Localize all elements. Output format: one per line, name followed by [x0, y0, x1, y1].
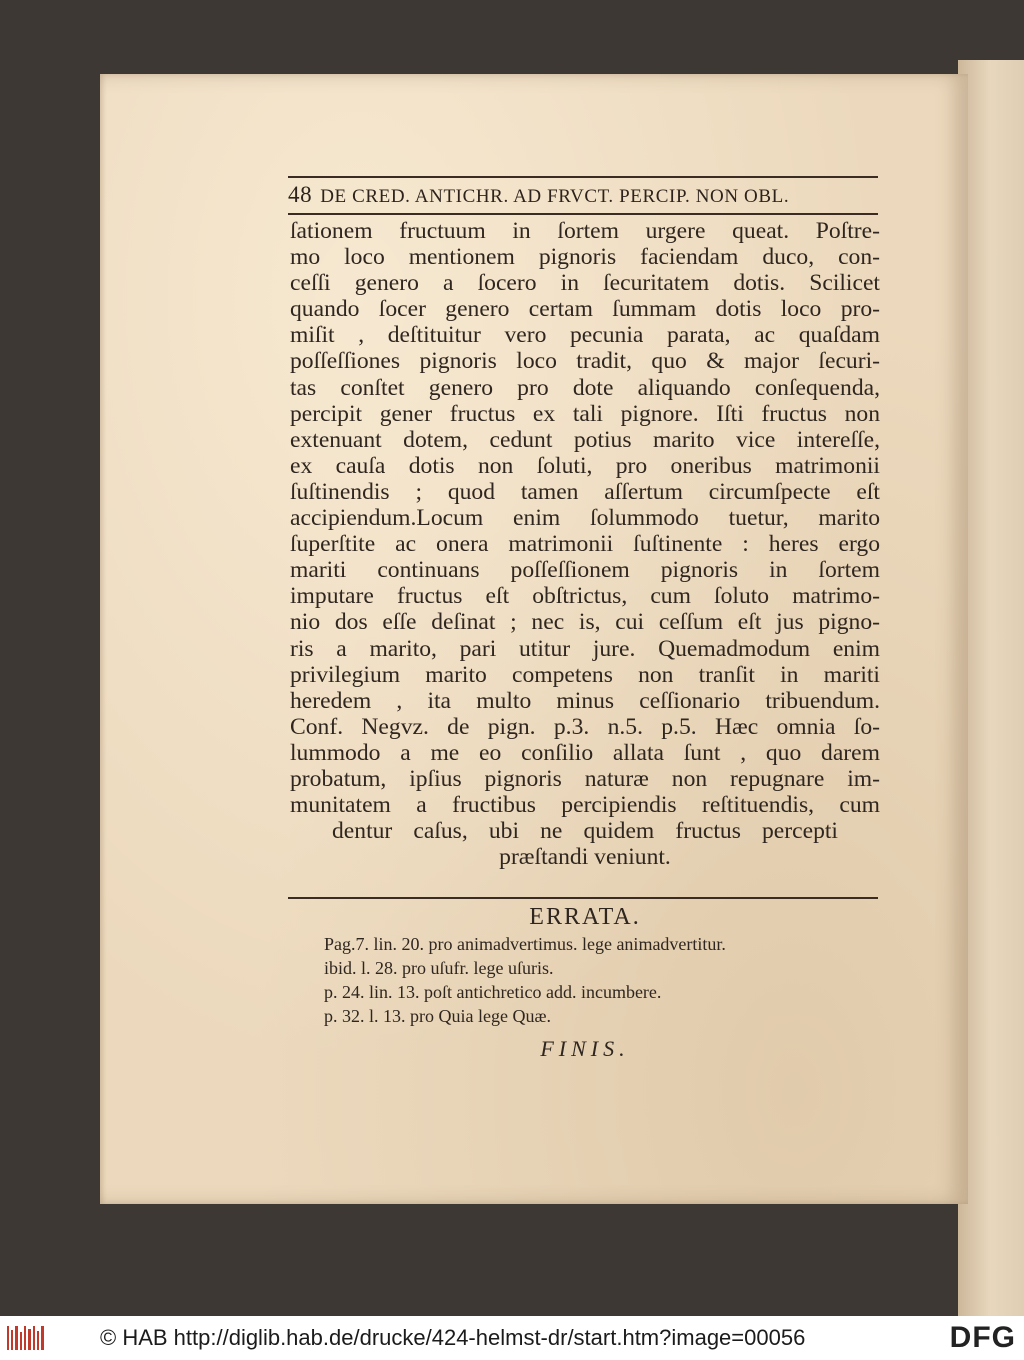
text-line: quando ſocer genero certam ſummam dotis loco pro- — [290, 296, 880, 323]
text-line: dentur caſus, ubi ne quidem fructus percepti — [332, 818, 838, 845]
text-line: mariti continuans poſſeſſionem pignoris in ſortem — [290, 557, 880, 584]
text-line: ſuperſtite ac onera matrimonii ſuſtinente : heres ergo — [290, 531, 880, 558]
text-line: poſſeſſiones pignoris loco tradit, quo & major ſecuri- — [290, 348, 880, 375]
text-line: nio dos eſſe deſinat ; nec is, cui ceſſum eſt jus pigno- — [290, 609, 880, 636]
errata-line: ibid. l. 28. pro uſufr. lege uſuris. — [324, 958, 554, 978]
errata-line: p. 24. lin. 13. poſt antichretico add. incumbere. — [324, 982, 662, 1002]
text-line: præſtandi veniunt. — [499, 844, 671, 871]
errata-rule — [288, 897, 878, 899]
finis: FINIS. — [540, 1036, 630, 1061]
errata-line: p. 32. l. 13. pro Quia lege Quæ. — [324, 1006, 551, 1026]
text-line: probatum, ipſius pignoris naturæ non repugnare im- — [290, 765, 880, 792]
text-line: munitatem a fructibus percipiendis reſtituendis, cum — [290, 792, 880, 819]
footer-bar — [0, 1316, 1024, 1360]
copyright-link[interactable]: © HAB http://diglib.hab.de/drucke/424-helmst-dr/start.htm?image=00056 — [100, 1325, 806, 1350]
errata-title: ERRATA. — [529, 904, 641, 930]
text-line: Conf. Negvz. de pign. p.3. n.5. p.5. Hæc omnia ſo- — [290, 713, 880, 740]
text-line: accipiendum.Locum enim ſolummodo tuetur, marito — [290, 505, 880, 532]
text-line: ſationem fructuum in ſortem urgere queat. Poſtre- — [290, 218, 880, 244]
text-line: imputare fructus eſt obſtrictus, cum ſoluto matrimo- — [290, 583, 880, 610]
text-line: ex cauſa dotis non ſoluti, pro oneribus matrimonii — [290, 452, 880, 479]
barcode-icon — [6, 1324, 46, 1352]
running-head-title: DE CRED. ANTICHR. AD FRVCT. PERCIP. NON OBL. — [320, 186, 790, 207]
page-number: 48 — [288, 182, 313, 207]
text-line: privilegium marito competens non tranſit in mariti — [290, 661, 880, 688]
running-head — [288, 182, 878, 210]
top-rule — [288, 176, 878, 178]
errata-section — [290, 902, 880, 1062]
text-line: ceſſi genero a ſocero in ſecuritatem dotis. Scilicet — [290, 270, 880, 297]
errata-line: Pag.7. lin. 20. pro animadvertimus. lege animadvertitur. — [324, 934, 726, 954]
head-rule — [288, 213, 878, 215]
text-line: tas conſtet genero pro dote aliquando conſequenda, — [290, 374, 880, 401]
text-line: miſit , deſtituitur vero pecunia parata, ac quaſdam — [290, 322, 880, 349]
dfg-logo: DFG — [949, 1321, 1016, 1354]
text-line: ris a marito, pari utitur jure. Quemadmodum enim — [290, 635, 880, 662]
text-line: extenuant dotem, cedunt potius marito vice intereſſe, — [290, 426, 880, 453]
body-text — [290, 218, 880, 870]
text-line: ſuſtinendis ; quod tamen aſſertum circumſpecte eſt — [290, 478, 880, 505]
text-line: percipit gener fructus ex tali pignore. Iſti fructus non — [290, 400, 880, 427]
text-line: lummodo a me eo conſilio allata ſunt , quo darem — [290, 739, 880, 766]
text-line: mo loco mentionem pignoris faciendam duco, con- — [290, 244, 880, 271]
text-line: heredem , ita multo minus ceſſionario tribuendum. — [290, 687, 880, 714]
